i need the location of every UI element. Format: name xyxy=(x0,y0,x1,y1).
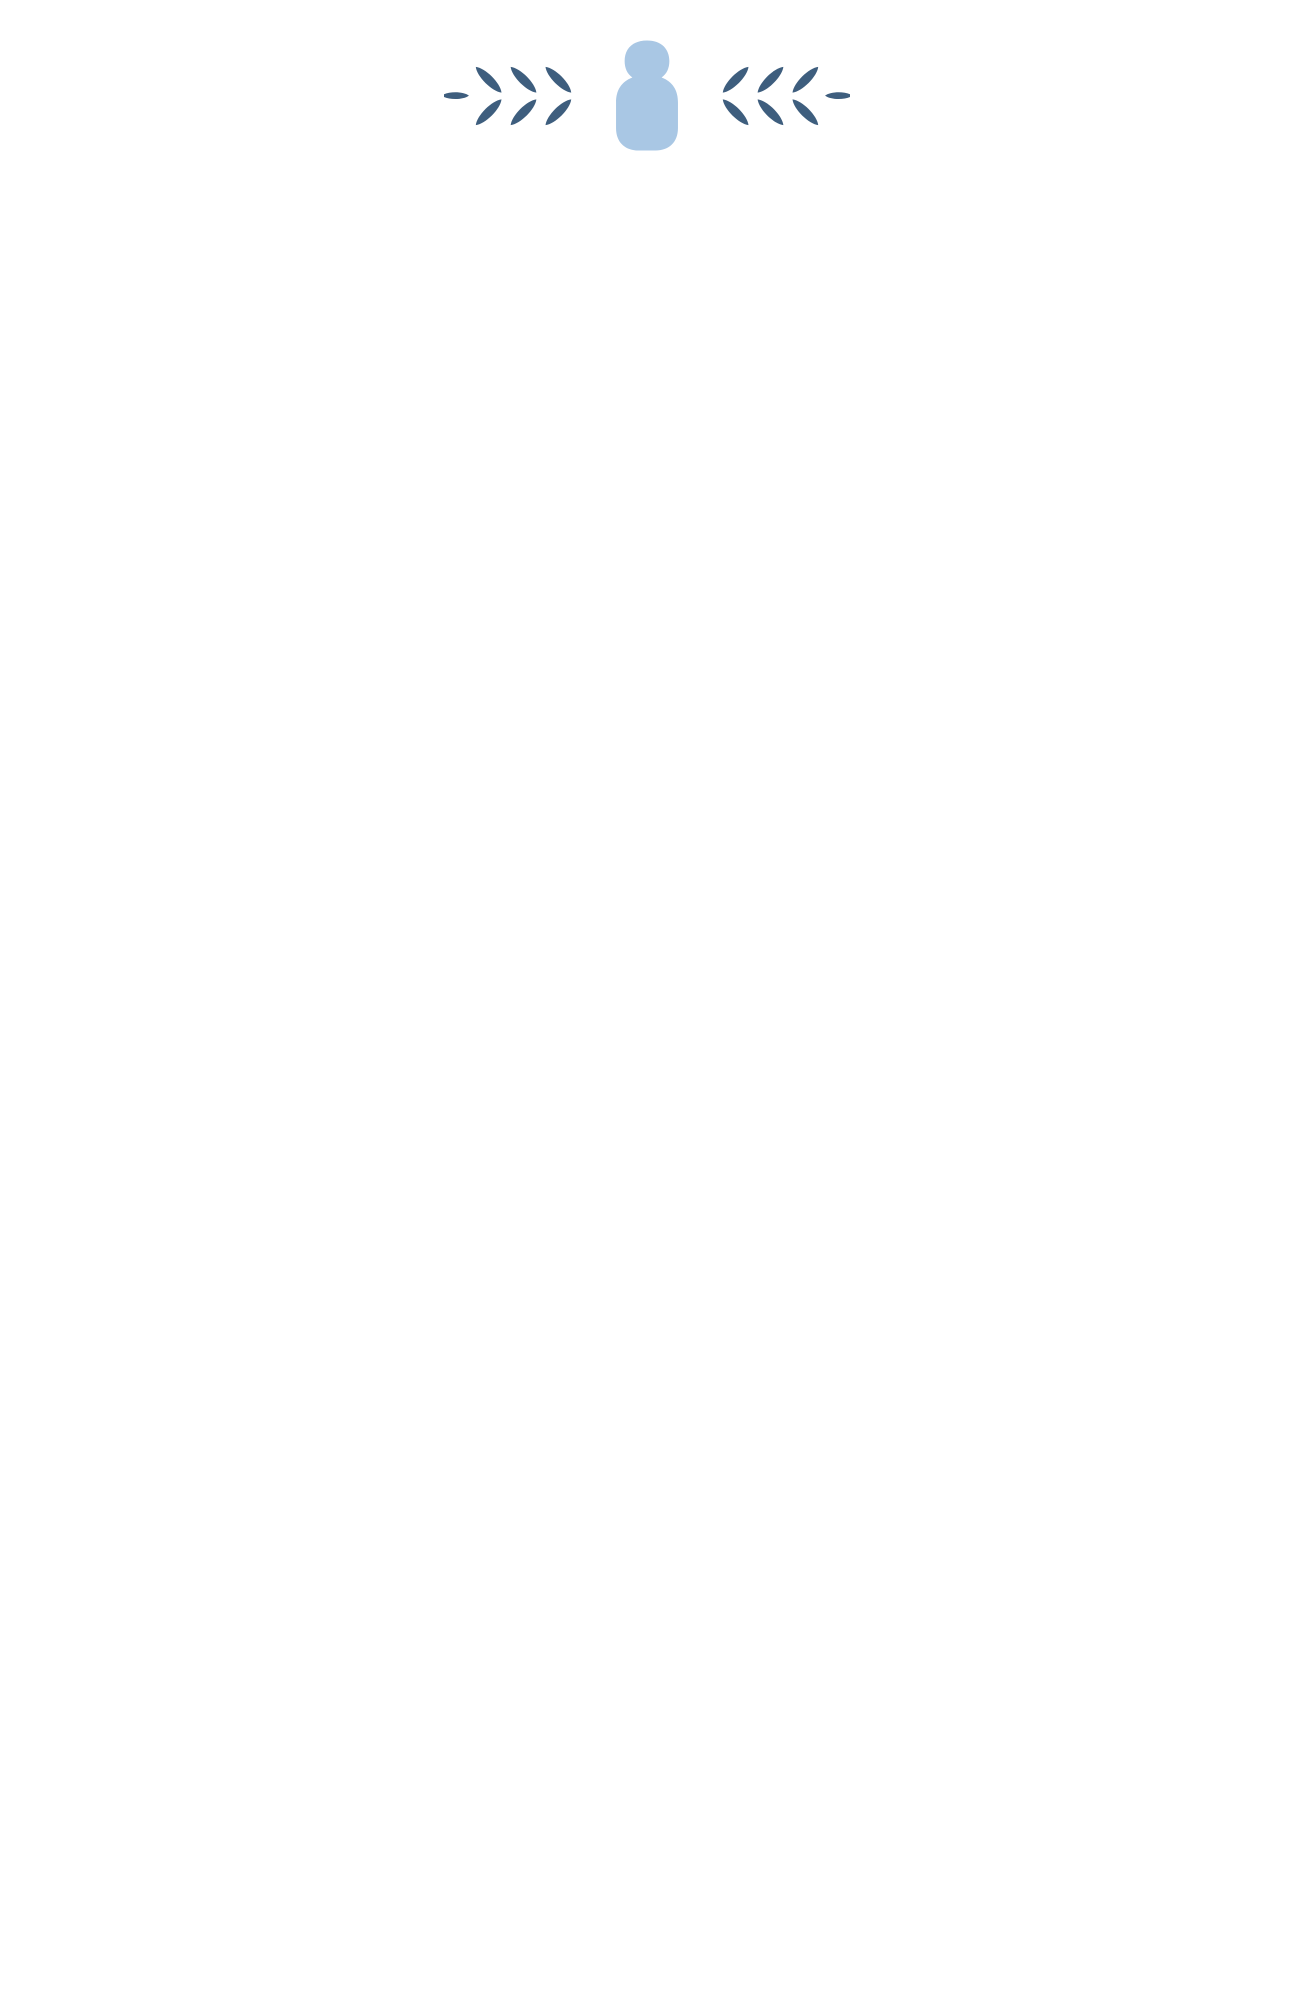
brand-logo xyxy=(40,38,1254,153)
wheat-sprig-left-icon xyxy=(444,60,578,132)
menu-header xyxy=(40,0,1254,153)
wheat-sprig-right-icon xyxy=(716,60,850,132)
bread-slice-icon xyxy=(604,38,690,153)
